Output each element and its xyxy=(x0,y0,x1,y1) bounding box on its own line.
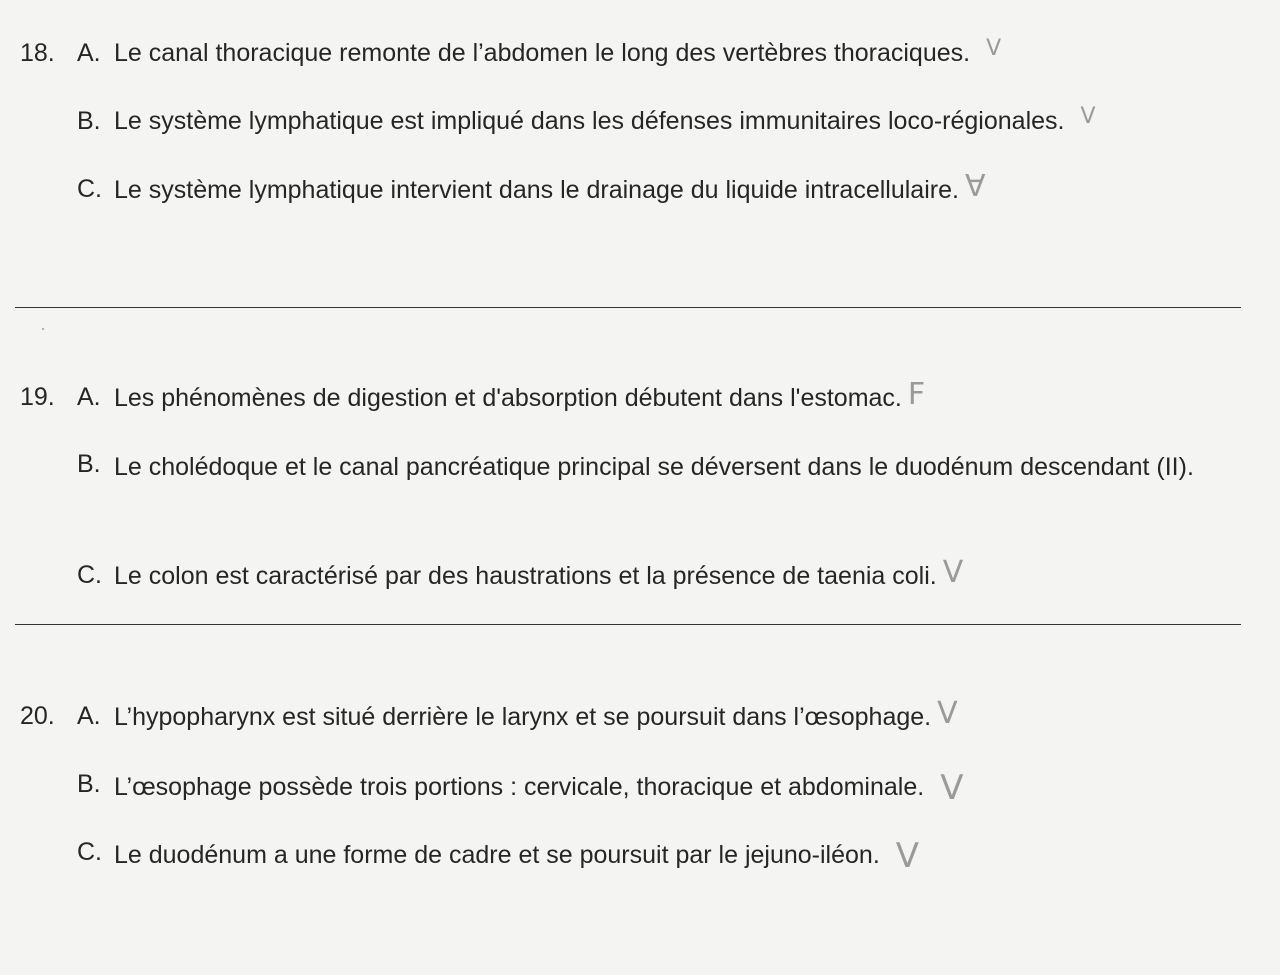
item-letter: B. xyxy=(77,450,101,478)
handwritten-check-mark: V xyxy=(986,36,1002,61)
handwritten-false-mark: F xyxy=(907,377,926,412)
handwritten-check-mark: V xyxy=(937,696,958,731)
question-number: 20. xyxy=(20,702,55,730)
section-divider xyxy=(15,624,1241,625)
scan-speck xyxy=(42,328,44,330)
item-text: Le canal thoracique remonte de l’abdomen le long des vertèbres thoraciques. V xyxy=(114,36,1001,72)
item-letter: C. xyxy=(77,838,102,866)
item-text: Le système lymphatique intervient dans le drainage du liquide intracellulaire. ∀ xyxy=(114,169,986,204)
handwritten-check-mark: V xyxy=(940,768,964,808)
item-text: Le duodénum a une forme de cadre et se poursuit par le jejuno-iléon. V xyxy=(114,836,920,876)
item-letter: B. xyxy=(77,107,101,135)
item-letter: A. xyxy=(77,383,101,411)
item-text: Les phénomènes de digestion et d'absorption débutent dans l'estomac. F xyxy=(114,377,926,412)
item-letter: B. xyxy=(77,770,101,798)
item-text: L’œsophage possède trois portions : cervicale, thoracique et abdominale. V xyxy=(114,768,964,808)
item-letter: C. xyxy=(77,175,102,203)
handwritten-check-mark: V xyxy=(1080,104,1096,129)
item-text: L’hypopharynx est situé derrière le larynx et se poursuit dans l’œsophage. V xyxy=(114,696,958,731)
item-letter: C. xyxy=(77,561,102,589)
handwritten-check-mark: V xyxy=(942,555,964,590)
handwritten-check-mark: V xyxy=(895,836,920,876)
handwritten-correction-mark: ∀ xyxy=(964,169,986,204)
question-number: 19. xyxy=(20,383,55,411)
item-letter: A. xyxy=(77,39,101,67)
item-text: Le cholédoque et le canal pancréatique principal se déversent dans le duodénum descendant (II). xyxy=(114,453,1194,481)
question-number: 18. xyxy=(20,39,55,67)
item-letter: A. xyxy=(77,702,101,730)
item-text: Le système lymphatique est impliqué dans les défenses immunitaires loco-régionales. V xyxy=(114,104,1096,140)
section-divider xyxy=(15,307,1241,308)
item-text: Le colon est caractérisé par des haustrations et la présence de taenia coli. V xyxy=(114,555,964,590)
